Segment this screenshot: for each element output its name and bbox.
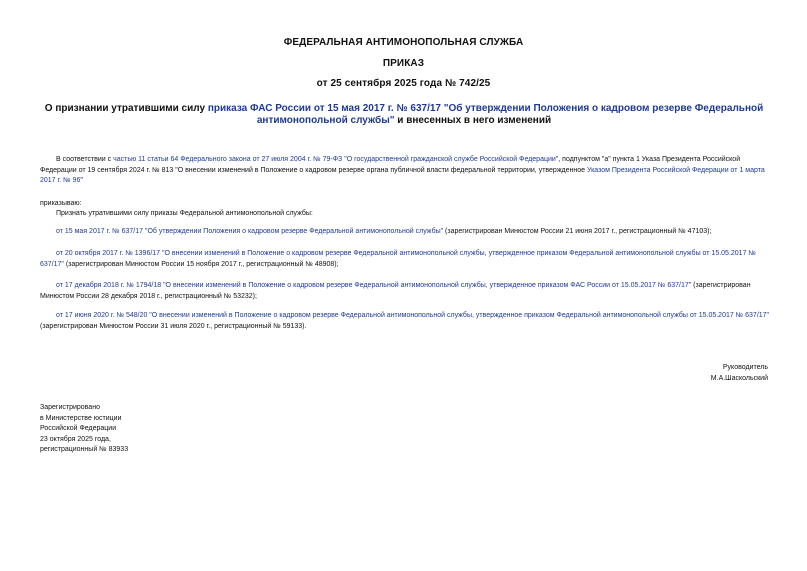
item-link[interactable]: от 17 июня 2020 г. № 548/20 "О внесении изменений в Положение о кадровом резерве Федеральной антимонопольной службы, утвержденное приказом Федеральной антимонопольной службы от 15.05.2017 № 637/17"	[56, 312, 770, 319]
preamble-text-1: В соответствии с	[56, 156, 114, 163]
preamble-link-law[interactable]: частью 11 статьи 64 Федерального закона от 27 июля 2004 г. № 79-ФЗ "О государственной гражданской службе Российской Федерации"	[113, 156, 559, 163]
document-date-number: от 25 сентября 2025 года № 742/25	[316, 78, 491, 89]
registration-block	[40, 403, 128, 456]
title-suffix: и внесенных в него изменений	[394, 115, 552, 126]
document-type: ПРИКАЗ	[382, 58, 425, 69]
item-link[interactable]: от 20 октября 2017 г. № 1396/17 "О внесении изменений в Положение о кадровом резерве Федеральной антимонопольной службы, утвержденное приказом Федеральной антимонопольной службы от 15.05.2017 № 637/17"	[40, 250, 756, 268]
registration-line: в Министерстве юстиции	[40, 414, 122, 422]
title-prefix: О признании утратившими силу	[44, 103, 208, 114]
order-intro: Признать утратившими силу приказы Федеральной антимонопольной службы:	[56, 210, 313, 217]
item-text: (зарегистрирован Минюстом России 15 ноября 2017 г., регистрационный № 48908);	[63, 260, 339, 268]
list-item	[40, 227, 770, 238]
item-link[interactable]: от 15 мая 2017 г. № 637/17 "Об утверждении Положения о кадровом резерве Федеральной антимонопольной службы"	[56, 228, 444, 235]
preamble-paragraph	[40, 155, 770, 187]
preamble-link-decree[interactable]: Указом Президента Российской Федерации от 1 марта 2017 г. № 96	[40, 166, 765, 184]
signature-name: М.А.Шаскольский	[710, 374, 768, 382]
title-link[interactable]: приказа ФАС России от 15 мая 2017 г. № 637/17 "Об утверждении Положения о кадровом резерве Федеральной антимонопольной службы"	[207, 103, 764, 126]
item-link[interactable]: от 17 декабря 2018 г. № 1794/18 "О внесении изменений в Положение о кадровом резерве Федеральной антимонопольной службы, утвержденное приказом ФАС России от 15.05.2017 № 637/17"	[56, 282, 692, 289]
item-text: (зарегистрирован Минюстом России 31 июля 2020 г., регистрационный № 59133).	[40, 322, 307, 330]
agency-name: ФЕДЕРАЛЬНАЯ АНТИМОНОПОЛЬНАЯ СЛУЖБА	[283, 37, 524, 48]
preamble-text-3: "	[80, 177, 83, 184]
signature-block	[711, 363, 768, 384]
list-item	[40, 311, 770, 332]
item-text: (зарегистрирован Минюстом России 28 декабря 2018 г., регистрационный № 53232);	[40, 282, 751, 300]
list-item	[40, 249, 770, 270]
item-text: (зарегистрирован Минюстом России 21 июня 2017 г., регистрационный № 47103);	[443, 228, 712, 235]
registration-line: 23 октября 2025 года,	[40, 435, 111, 443]
list-item	[40, 281, 770, 302]
document-title	[40, 103, 768, 127]
order-word: приказываю:	[40, 200, 82, 207]
preamble-text-2: , подпунктом "а" пункта 1 Указа Президента Российской Федерации от 19 сентября 2024 г. № 813 "О внесении изменений в Положение о кадровом резерве органа публичной власти федеральной территории, утвержденное	[40, 156, 741, 174]
registration-line: Зарегистрировано	[40, 404, 100, 411]
registration-line: Российской Федерации	[40, 425, 117, 432]
registration-line: регистрационный № 83933	[40, 446, 129, 453]
signature-position: Руководитель	[722, 364, 768, 371]
